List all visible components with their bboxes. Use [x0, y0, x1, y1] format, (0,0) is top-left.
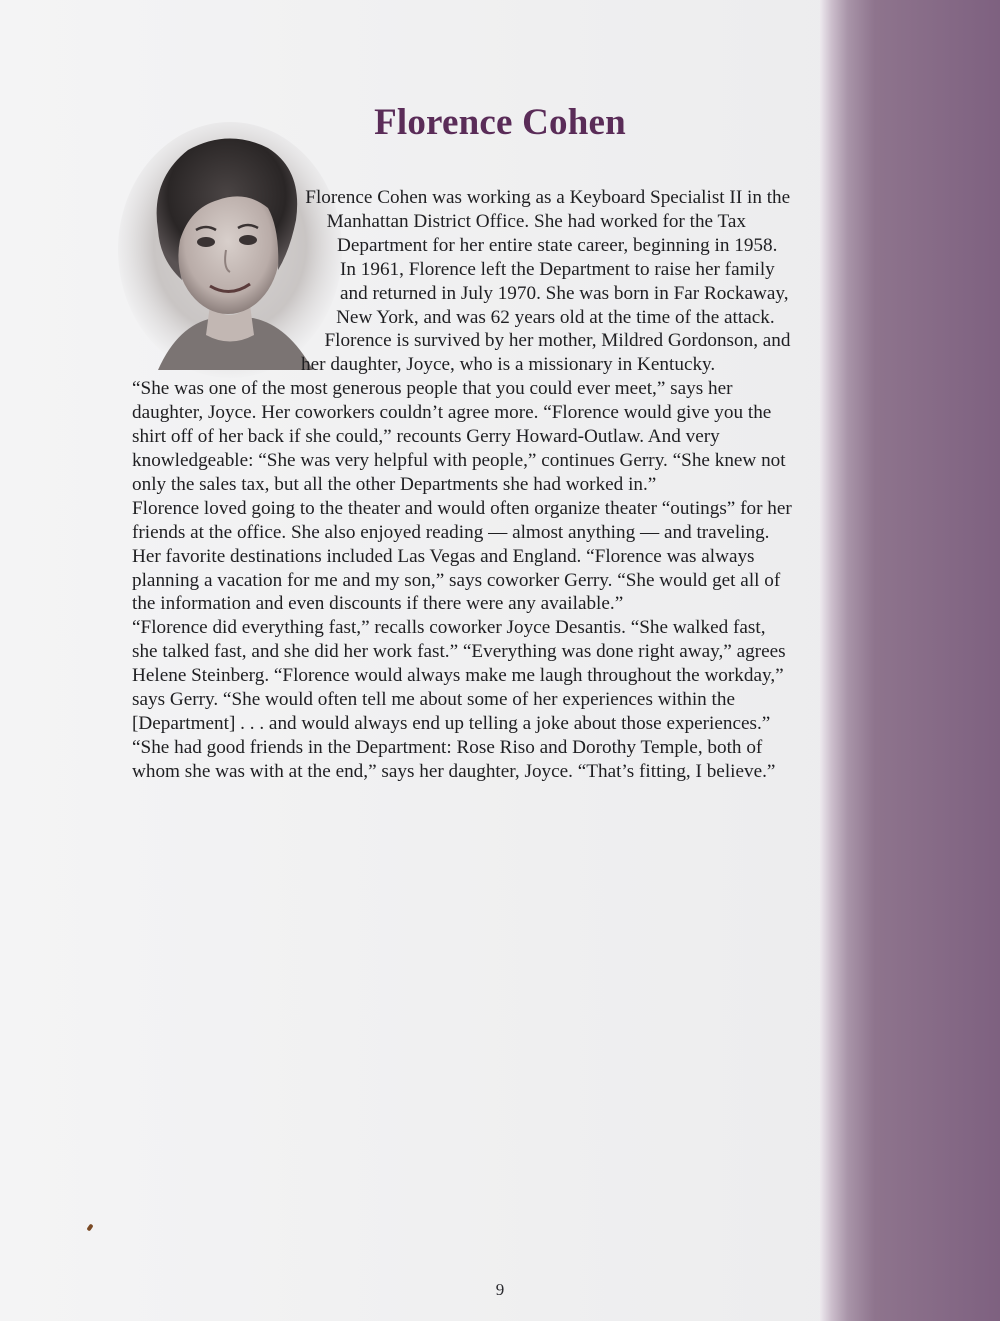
ink-mark	[86, 1223, 93, 1231]
page-title: Florence Cohen	[374, 102, 626, 143]
paragraph-1: Florence Cohen was working as a Keyboard Specialist II in the Manhattan District Office. She had worked for the Tax Department for her entire state career, beginning in 1958. In 1961, Florence left the Department to raise her family and returned in July 1970. She was born in Far Rockaway, New York, and was 62 years old at the time of the attack. Florence is survived by her mother, Mildred Gordonson, and her daughter, Joyce, who is a missionary in Kentucky.	[301, 187, 791, 376]
paragraph-2: “She was one of the most generous people that you could ever meet,” says her daughter, Joyce. Her coworkers couldn’t agree more. “Florence would give you the shirt off of her back if she could,” recounts Gerry Howard-Outlaw. And very knowledgeable: “She was very helpful with people,” continues Gerry. “She knew not only the sales tax, but all the other Departments she had worked in.”	[132, 378, 786, 495]
page-number: 9	[495, 1280, 505, 1299]
purple-side-band	[820, 0, 1000, 1321]
article-body	[132, 186, 792, 784]
paragraph-4: “Florence did everything fast,” recalls coworker Joyce Desantis. “She walked fast, she talked fast, and she did her work fast.” “Everything was done right away,” agrees Helene Steinberg. “Florence would always make me laugh throughout the workday,” says Gerry. “She would often tell me about some of her experiences within the [Department] . . . and would always end up telling a joke about those experiences.”	[132, 617, 786, 734]
paragraph-5: “She had good friends in the Department: Rose Riso and Dorothy Temple, both of whom she was with at the end,” says her daughter, Joyce. “That’s fitting, I believe.”	[132, 736, 776, 782]
paragraph-3: Florence loved going to the theater and would often organize theater “outings” for her friends at the office. She also enjoyed reading — almost anything — and traveling. Her favorite destinations included Las Vegas and England. “Florence was always planning a vacation for me and my son,” says coworker Gerry. “She would get all of the information and even discounts if there were any available.”	[132, 497, 792, 615]
portrait-wrap-area	[132, 186, 340, 374]
